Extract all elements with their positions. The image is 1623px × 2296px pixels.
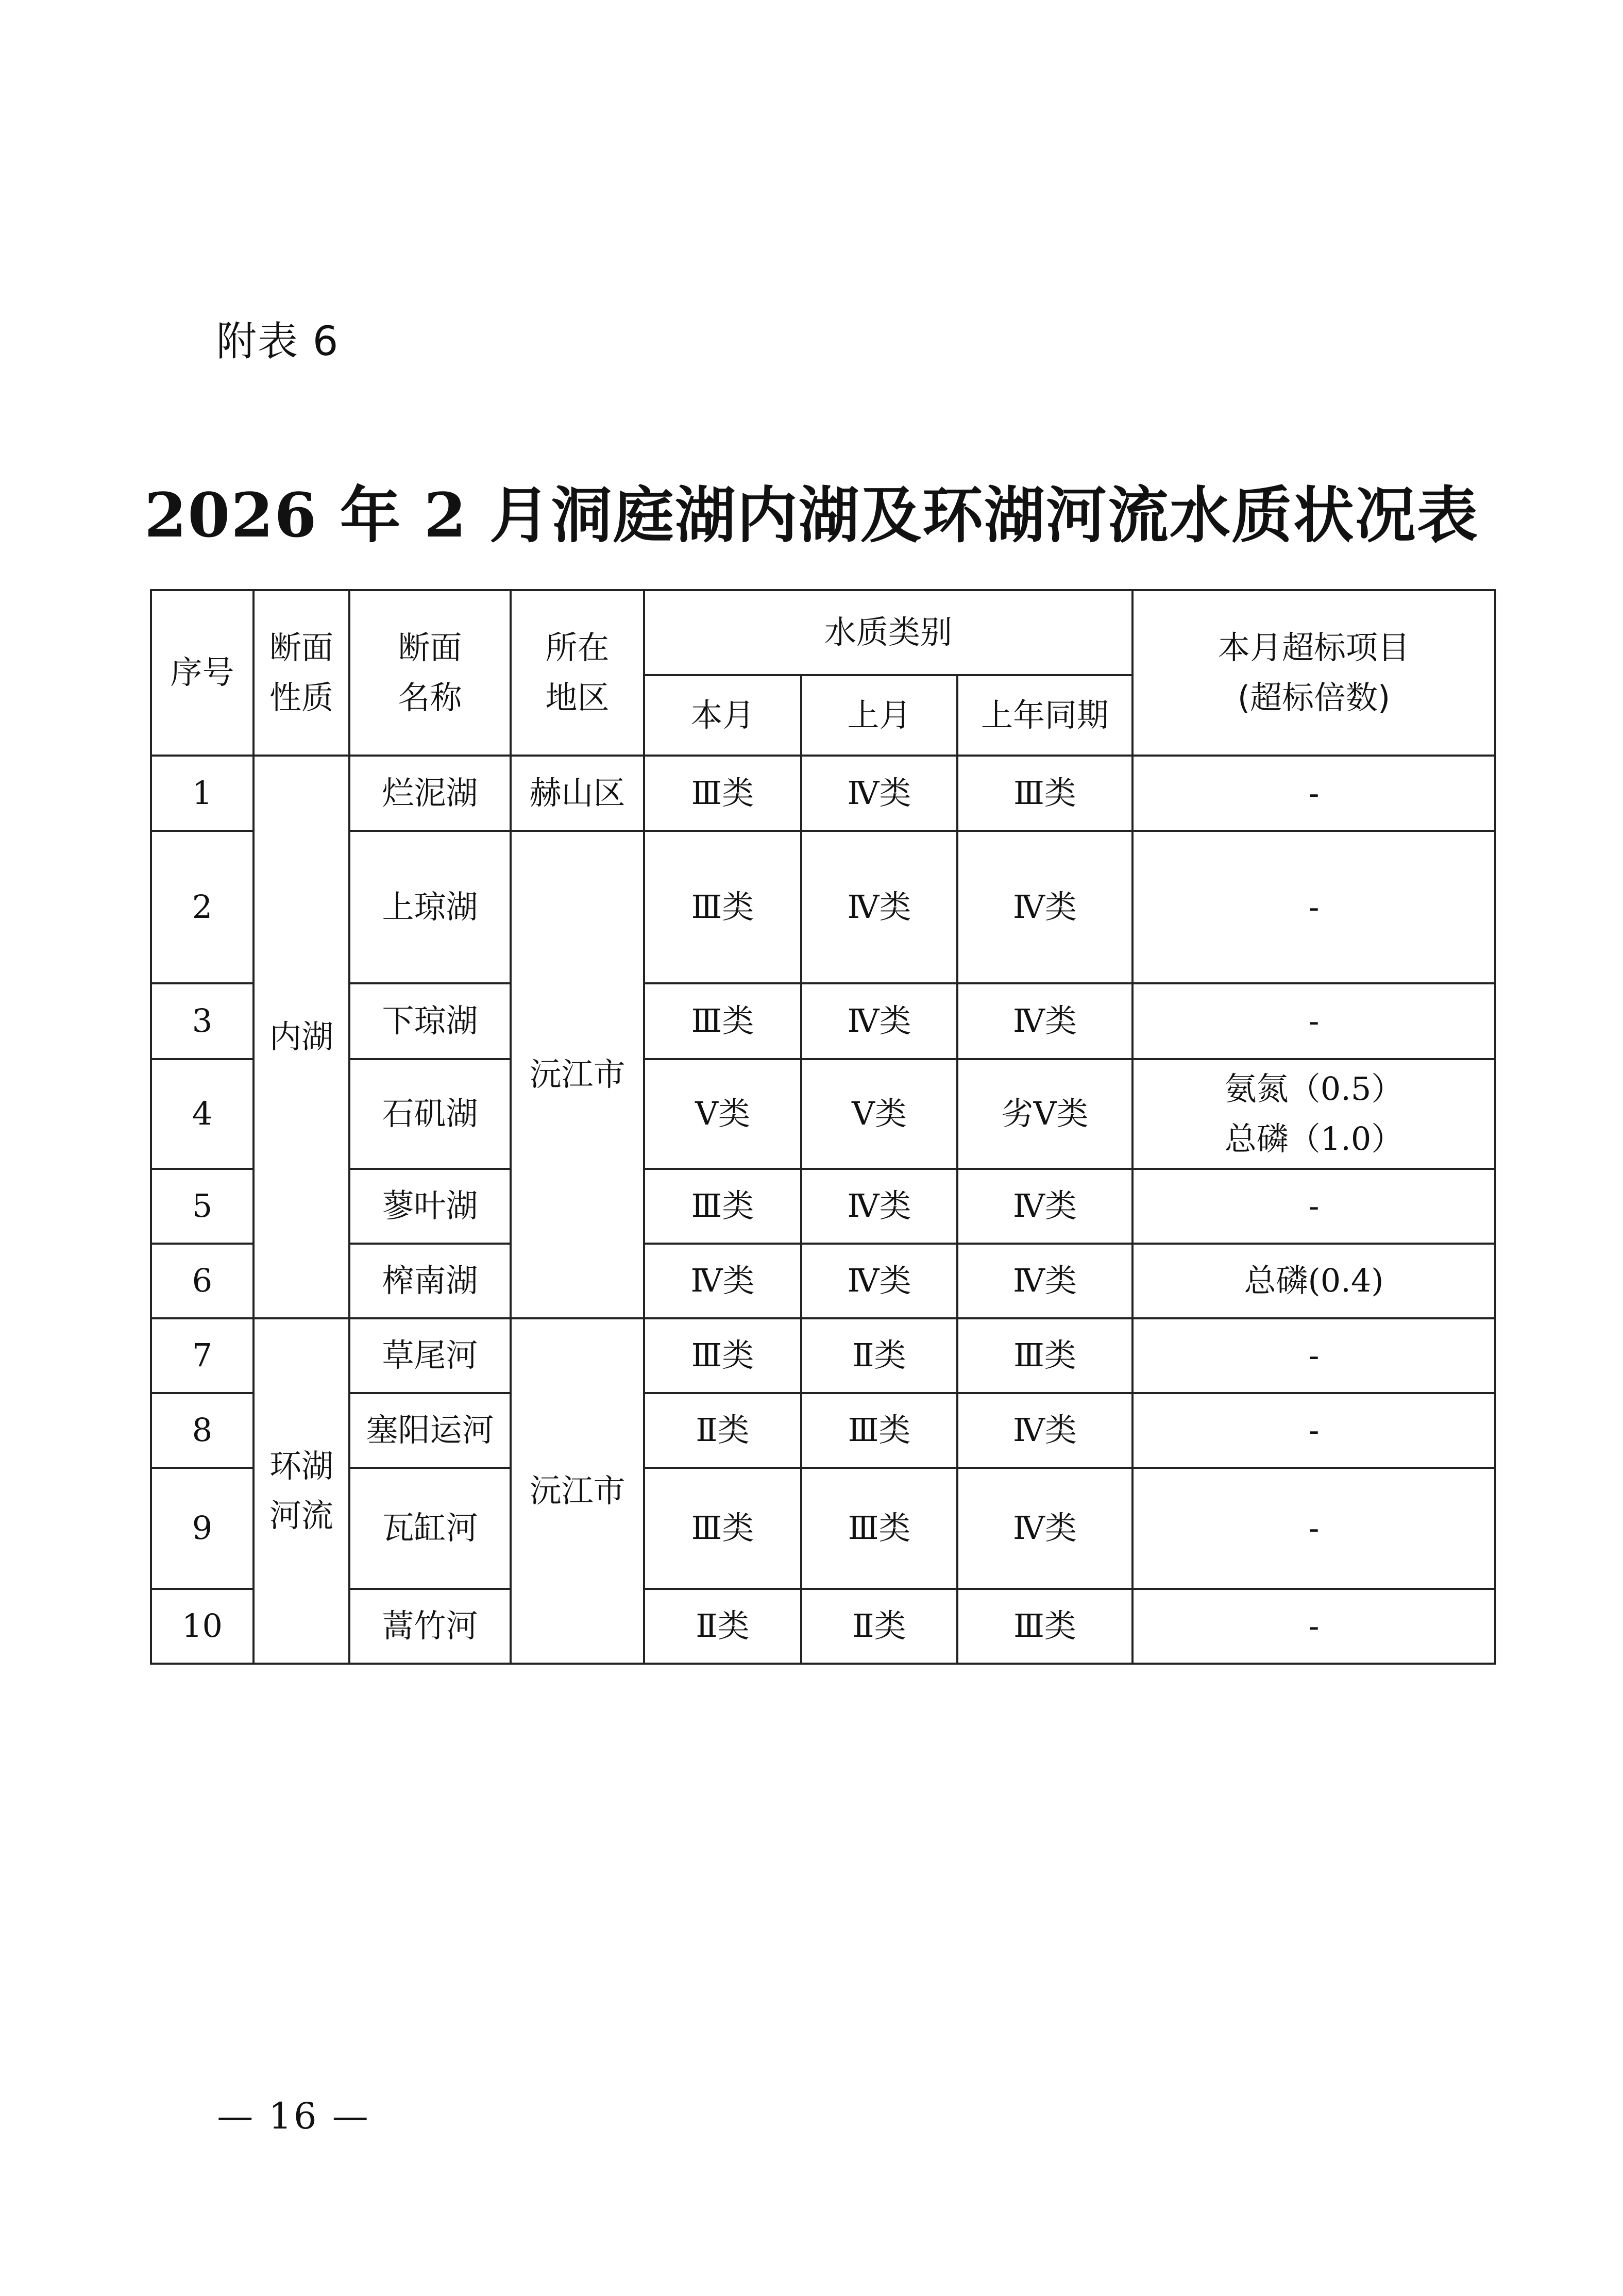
- page-number: — 16 —: [217, 2095, 370, 2137]
- cell-current-class: Ⅲ类: [644, 1468, 801, 1589]
- cell-seq: 3: [151, 983, 253, 1059]
- cell-region: 赫山区: [511, 756, 644, 831]
- cell-current-class: Ⅲ类: [644, 831, 801, 983]
- cell-current-class: Ⅲ类: [644, 756, 801, 831]
- cell-last-month-class: Ⅱ类: [801, 1589, 957, 1664]
- cell-section-name: 蓼叶湖: [349, 1169, 511, 1244]
- cell-last-year-class: Ⅲ类: [957, 756, 1132, 831]
- cell-last-year-class: Ⅲ类: [957, 1318, 1132, 1393]
- header-last-year: 上年同期: [957, 675, 1132, 756]
- table-row: [151, 1244, 1495, 1318]
- cell-last-month-class: Ⅴ类: [801, 1059, 957, 1169]
- cell-current-class: Ⅴ类: [644, 1059, 801, 1169]
- cell-seq: 8: [151, 1393, 253, 1468]
- cell-exceed: -: [1132, 1468, 1495, 1589]
- cell-seq: 7: [151, 1318, 253, 1393]
- header-section-type: 断面 性质: [253, 590, 349, 756]
- cell-seq: 1: [151, 756, 253, 831]
- cell-last-month-class: Ⅳ类: [801, 1244, 957, 1318]
- cell-current-class: Ⅲ类: [644, 1318, 801, 1393]
- water-quality-table: [150, 589, 1496, 1665]
- cell-last-month-class: Ⅳ类: [801, 1169, 957, 1244]
- cell-exceed: -: [1132, 1318, 1495, 1393]
- cell-section-name: 石矶湖: [349, 1059, 511, 1169]
- table-row: [151, 1468, 1495, 1589]
- cell-last-year-class: Ⅳ类: [957, 1468, 1132, 1589]
- cell-last-year-class: 劣Ⅴ类: [957, 1059, 1132, 1169]
- cell-seq: 9: [151, 1468, 253, 1589]
- cell-seq: 6: [151, 1244, 253, 1318]
- header-this-month: 本月: [644, 675, 801, 756]
- cell-last-year-class: Ⅳ类: [957, 1244, 1132, 1318]
- cell-seq: 10: [151, 1589, 253, 1664]
- table-row: [151, 756, 1495, 831]
- cell-section-name: 下琼湖: [349, 983, 511, 1059]
- header-region: 所在 地区: [511, 590, 644, 756]
- cell-last-month-class: Ⅱ类: [801, 1318, 957, 1393]
- cell-last-year-class: Ⅳ类: [957, 1169, 1132, 1244]
- appendix-label: 附表 6: [216, 319, 340, 365]
- header-section-name: 断面 名称: [349, 590, 511, 756]
- cell-last-year-class: Ⅲ类: [957, 1589, 1132, 1664]
- header-last-month: 上月: [801, 675, 957, 756]
- cell-last-month-class: Ⅳ类: [801, 831, 957, 983]
- header-exceed: 本月超标项目 (超标倍数): [1132, 590, 1495, 756]
- cell-last-year-class: Ⅳ类: [957, 831, 1132, 983]
- cell-region: 沅江市: [511, 831, 644, 1318]
- cell-exceed: 总磷(0.4): [1132, 1244, 1495, 1318]
- cell-exceed: -: [1132, 1169, 1495, 1244]
- table-row: [151, 1059, 1495, 1169]
- cell-seq: 4: [151, 1059, 253, 1169]
- cell-section-name: 榨南湖: [349, 1244, 511, 1318]
- cell-section-name: 上琼湖: [349, 831, 511, 983]
- cell-last-month-class: Ⅳ类: [801, 983, 957, 1059]
- cell-seq: 5: [151, 1169, 253, 1244]
- cell-exceed: -: [1132, 756, 1495, 831]
- cell-last-month-class: Ⅲ类: [801, 1393, 957, 1468]
- page-title: 2026 年 2 月洞庭湖内湖及环湖河流水质状况表: [144, 479, 1479, 551]
- cell-section-name: 蒿竹河: [349, 1589, 511, 1664]
- table-row: [151, 1589, 1495, 1664]
- table-row: [151, 1393, 1495, 1468]
- cell-current-class: Ⅲ类: [644, 983, 801, 1059]
- cell-exceed: -: [1132, 831, 1495, 983]
- cell-current-class: Ⅲ类: [644, 1169, 801, 1244]
- table-row: [151, 1169, 1495, 1244]
- header-wq-class: 水质类别: [644, 590, 1132, 675]
- header-seq: 序号: [151, 590, 253, 756]
- cell-current-class: Ⅱ类: [644, 1589, 801, 1664]
- cell-last-year-class: Ⅳ类: [957, 983, 1132, 1059]
- table-row: [151, 831, 1495, 983]
- cell-last-month-class: Ⅲ类: [801, 1468, 957, 1589]
- cell-exceed: -: [1132, 1589, 1495, 1664]
- table-row: [151, 1318, 1495, 1393]
- cell-current-class: Ⅳ类: [644, 1244, 801, 1318]
- cell-exceed: 氨氮（0.5） 总磷（1.0）: [1132, 1059, 1495, 1169]
- cell-seq: 2: [151, 831, 253, 983]
- cell-last-month-class: Ⅳ类: [801, 756, 957, 831]
- cell-section-type: 环湖 河流: [253, 1318, 349, 1664]
- cell-section-name: 烂泥湖: [349, 756, 511, 831]
- cell-exceed: -: [1132, 983, 1495, 1059]
- cell-exceed: -: [1132, 1393, 1495, 1468]
- cell-section-type: 内湖: [253, 756, 349, 1318]
- cell-section-name: 瓦缸河: [349, 1468, 511, 1589]
- table-row: [151, 983, 1495, 1059]
- cell-last-year-class: Ⅳ类: [957, 1393, 1132, 1468]
- cell-section-name: 草尾河: [349, 1318, 511, 1393]
- cell-current-class: Ⅱ类: [644, 1393, 801, 1468]
- cell-section-name: 塞阳运河: [349, 1393, 511, 1468]
- cell-region: 沅江市: [511, 1318, 644, 1664]
